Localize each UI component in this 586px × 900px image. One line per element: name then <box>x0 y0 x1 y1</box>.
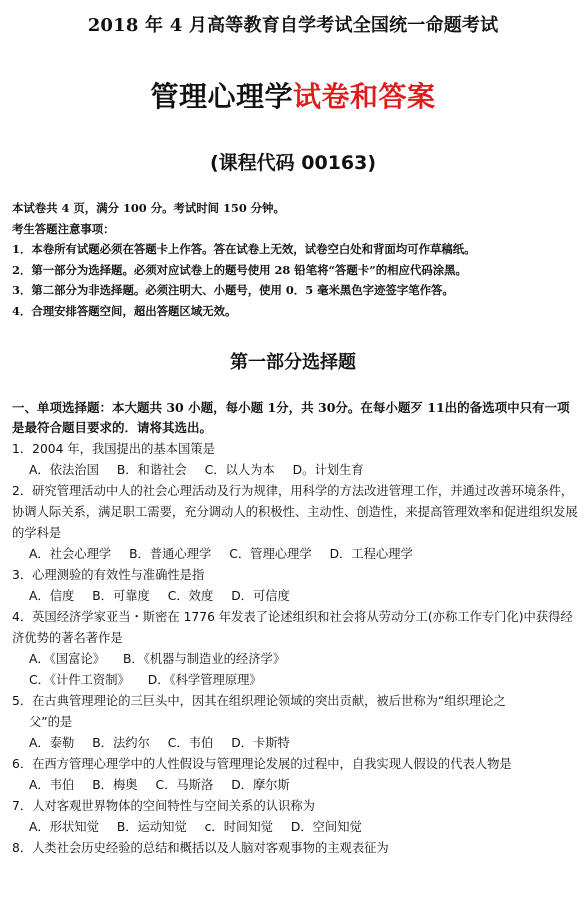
question-item <box>12 439 578 481</box>
question-options <box>12 460 578 481</box>
question-options <box>12 817 578 838</box>
option: B．《机器与制造业的经济学》 <box>122 652 286 666</box>
option: B．普通心理学 <box>129 547 212 561</box>
notice-item: 1．本卷所有试题必须在答题卡上作答。答在试卷上无效，试卷空白处和背面均可作草稿纸。 <box>12 242 476 256</box>
subject-name: 管理心理学 <box>150 80 293 113</box>
option: A．信度 <box>29 589 75 603</box>
option: D．可信度 <box>231 589 290 603</box>
notice-line-heading: 考生答题注意事项： <box>12 221 115 236</box>
exam-notice <box>12 198 578 321</box>
option: D．工程心理学 <box>329 547 413 561</box>
option: A．依法治国 <box>29 463 99 477</box>
option: C．韦伯 <box>167 736 214 750</box>
question-text: 2．研究管理活动中人的社会心理活动及行为规律，用科学的方法改进管理工作，并通过改善环境条件，协调人际关系，满足职工需要，充分调动人的积极性、主动性、创造性，来提高管理效率和促进组织发展的学科是 <box>12 484 578 540</box>
option: C．效度 <box>167 589 214 603</box>
course-code: (课程代码 00163) <box>209 152 377 174</box>
question-text-continued: 父”的是 <box>29 715 73 729</box>
option: C．《计件工资制》 <box>29 673 130 687</box>
option: A．《国富论》 <box>29 652 106 666</box>
part-one-title: 第一部分选择题 <box>230 352 356 373</box>
option: B．可靠度 <box>92 589 150 603</box>
option: C．以人为本 <box>204 463 275 477</box>
option: D．空间知觉 <box>290 820 362 834</box>
question-text: 5．在古典管理理论的三巨头中，因其在组织理论领域的突出贡献，被后世称为“组织理论之 <box>12 694 506 708</box>
question-text: 1．2004 年，我国提出的基本国策是 <box>12 442 215 456</box>
question-item <box>12 796 578 838</box>
question-item <box>12 481 578 565</box>
option: D．卡斯特 <box>231 736 290 750</box>
option: B．梅奥 <box>92 778 138 792</box>
option: D．《科学管理原理》 <box>147 673 262 687</box>
option: A．形状知觉 <box>29 820 99 834</box>
question-text: 8．人类社会历史经验的总结和概括以及人脑对客观事物的主观表征为 <box>12 841 389 855</box>
question-text: 3．心理测验的有效性与准确性是指 <box>12 568 205 582</box>
question-text: 6．在西方管理心理学中的人性假设与管理理论发展的过程中，自我实现人假设的代表人物是 <box>12 757 512 771</box>
notice-line-pages: 本试卷共 4 页，满分 100 分。考试时间 150 分钟。 <box>12 201 285 215</box>
exam-title: 2018 年 4 月高等教育自学考试全国统一命题考试 <box>87 15 499 36</box>
question-options <box>12 775 578 796</box>
notice-item: 3．第二部分为非选择题。必须注明大、小题号，使用 0．5 毫米黑色字迹签字笔作答。 <box>12 283 454 297</box>
question-item <box>12 607 578 691</box>
question-list <box>12 439 578 859</box>
notice-item: 4．合理安排答题空间，超出答题区域无效。 <box>12 303 237 318</box>
question-text: 4．英国经济学家亚当・斯密在 1776 年发表了论述组织和社会将从劳动分工(亦称工作专门化)中获得经济优势的著名著作是 <box>12 610 573 645</box>
notice-item: 2．第一部分为选择题。必须对应试卷上的题号使用 28 铅笔将“答题卡”的相应代码涂黑。 <box>12 262 467 277</box>
question-item <box>12 838 578 859</box>
option: D．摩尔斯 <box>231 778 290 792</box>
question-options <box>12 649 578 670</box>
question-options <box>12 586 578 607</box>
single-choice-intro: 一、单项选择题：本大题共 30 小题，每小题 1分，共 30分。在每小题歹 11出的备选项中只有一项是最符合题目要求的．请将其选出。 <box>12 400 570 435</box>
option: B．运动知觉 <box>116 820 187 834</box>
option: A．泰勒 <box>29 736 75 750</box>
question-item <box>12 754 578 796</box>
question-options <box>12 670 578 691</box>
option: D。计划生育 <box>292 463 364 477</box>
question-text: 7．人对客观世界物体的空间特性与空间关系的认识称为 <box>12 799 315 813</box>
question-options <box>12 544 578 565</box>
question-options <box>12 733 578 754</box>
option: A．社会心理学 <box>29 547 112 561</box>
option: A．韦伯 <box>29 778 75 792</box>
option: c．时间知觉 <box>204 820 273 834</box>
question-item <box>12 565 578 607</box>
subject-suffix: 试卷和答案 <box>293 80 436 113</box>
subject-title <box>0 75 586 115</box>
option: B．法约尔 <box>92 736 150 750</box>
question-item <box>12 691 578 754</box>
option: C．马斯洛 <box>155 778 214 792</box>
option: B．和谐社会 <box>116 463 187 477</box>
option: C．管理心理学 <box>229 547 312 561</box>
